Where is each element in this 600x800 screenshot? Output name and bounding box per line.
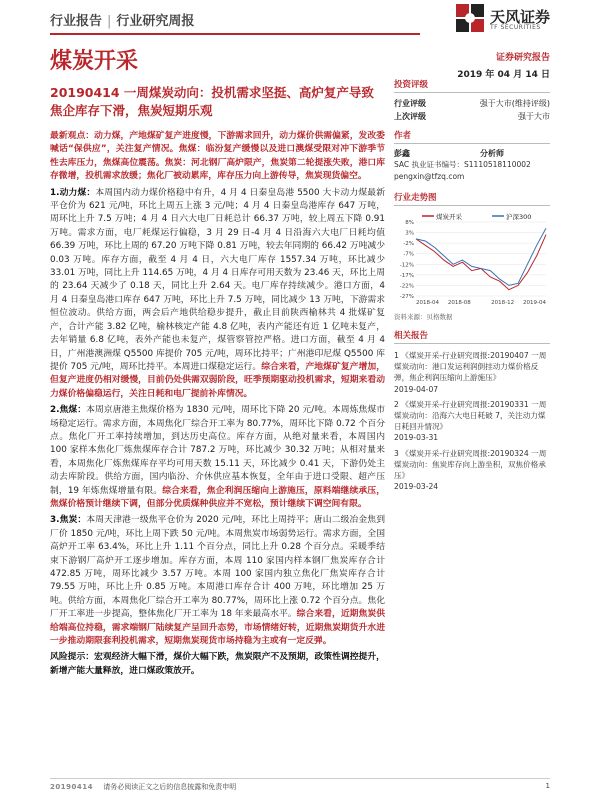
analyst-role: 分析师	[480, 149, 504, 158]
legend-hs300: 沪深300	[506, 213, 532, 221]
analyst-sac: SAC 执业证书编号：S1110518110002	[394, 160, 531, 169]
page-number: 1	[545, 782, 550, 790]
page-title: 煤炭开采	[50, 49, 139, 74]
summary-text: 动力煤，产地煤矿复产进度慢，下游需求回升，动力煤价供需偏紧，发改委喊话“保供应”，关注复产情况。焦煤：临汾复产缓慢以及进口澳煤受限对冲下游季节性去库压力，焦煤高位震荡。焦炭：河北钢厂高炉限产，焦炭第二轮提涨失败，港口库存微增，投机需求放缓；焦化厂被动累库，库存压力向上游传导，焦炭现货偏空。	[50, 131, 385, 182]
footer-rule	[50, 778, 550, 779]
trend-heading: 行业走势图	[394, 191, 550, 206]
series-line-hs300	[416, 228, 546, 285]
chart-source: 资料来源：贝格数据	[394, 313, 453, 321]
x-tick-label: 2018-12	[491, 300, 515, 306]
analyst-name-row	[394, 148, 504, 159]
rating-value: 强于大市(维持评级)	[479, 99, 550, 108]
footer-watermark: 20190414	[50, 783, 93, 791]
report-date: 2019 年 04 月 14 日	[457, 70, 550, 80]
breadcrumb	[50, 10, 194, 29]
risk-lead: 风险提示：	[50, 652, 95, 663]
coking-coal-lead: 2.焦煤：	[50, 405, 87, 416]
related-report-date: 2019-03-24	[394, 482, 439, 492]
trend-chart	[394, 210, 550, 310]
thermal-coal-paragraph	[50, 187, 385, 402]
x-tick-label: 2019-04	[523, 300, 546, 306]
logo-subtext: TF SECURITIES	[490, 24, 541, 31]
report-subtitle: 20190414 一周煤炭动向：投机需求坚挺、高炉复产导致焦企库存下滑，焦炭短期乐观	[50, 85, 374, 118]
related-report-item[interactable]	[394, 448, 550, 493]
y-tick-label: -7%	[403, 251, 414, 258]
brand-logo	[456, 4, 576, 34]
coking-coal-conclusion: 综合来看，焦企利润压缩向上游施压，原料端继续承压，焦煤价格预计继续下调，但部分优质煤种供应并不宽松，预计继续下调空间有限。	[50, 485, 385, 509]
crumb-separator: |	[107, 14, 112, 29]
related-report-title: 3 《煤炭开采-行业研究周报:20190324 一周煤炭动向：焦炭库存向上游坐积，双焦价格承压》	[394, 448, 547, 481]
report-meta	[394, 50, 550, 80]
coke-text: 本周天津港一级焦平仓价为 2020 元/吨，环比上周持平；唐山二级冶金焦到厂价 1850 元/吨，环比上周下跌 50 元/吨。本周焦炭市场弱势运行。需求方面，全国高炉开工率 63.4%，环比上升 1.11 个百分点，同比上升 0.28 个百分点。采暖季结束下游钢厂高炉开工逐步增加。库存方面，本周 110 家国内样本钢厂焦炭库存合计 472.85 万吨，周环比减少 3.57 万吨。本周 100 家国内独立焦化厂焦炭库存合计 79.55 万吨，环比上升 0.85 万吨。本周港口库存合计 400 万吨，环比增加 25 万吨。供给方面，本周焦化厂综合开工率为 80.77%，周环比上涨 0.72 个百分点。焦化厂开工率进一步提高，整体焦化厂开工率为 18 年来最高水平。	[50, 515, 386, 620]
page-footer	[50, 782, 550, 792]
x-tick-label: 2018-04	[416, 300, 439, 306]
logo-mark-icon	[456, 4, 484, 32]
sidebar	[394, 78, 550, 496]
related-report-title: 1 《煤炭开采-行业研究周报:20190407 一周煤炭动向：港口发运利润倒挂动力煤价格反弹，焦企利润压缩向上游施压》	[394, 351, 547, 383]
related-report-title: 2 《煤炭开采-行业研究周报:20190331 一周煤炭动向：沿海六大电日耗破 7，关注动力煤日耗回升情况》	[394, 399, 547, 432]
y-tick-label: -12%	[399, 262, 414, 269]
related-report-date: 2019-03-31	[394, 433, 439, 443]
related-reports	[394, 350, 550, 492]
related-report-item[interactable]	[394, 350, 550, 395]
rating-key: 上次评级	[394, 112, 426, 121]
related-heading: 相关报告	[394, 329, 550, 344]
analyst-heading: 作者	[394, 129, 550, 144]
rating-heading: 投资评级	[394, 78, 550, 93]
report-type: 证券研究报告	[495, 53, 550, 63]
y-tick-label: 3%	[405, 230, 414, 237]
summary-lead: 最新观点：	[50, 131, 95, 141]
coke-conclusion: 综合来看，近期焦炭供给端高位持稳，需求端钢厂陆续复产呈回升态势，市场情绪好转，近期焦炭期货升水进一步推动期限套利投机需求，短期焦炭现货市场持稳为主或有一定反弹。	[50, 609, 385, 647]
thermal-coal-conclusion: 综合来看，产地煤矿复产增加，但复产进度仍相对缓慢，目前仍处供需双弱阶段，旺季预期驱动投机需求，短期来看动力煤价格偏稳运行，关注日耗和电厂提前补库情况。	[50, 361, 385, 399]
rating-key: 行业评级	[394, 99, 426, 108]
analyst-block	[394, 148, 550, 183]
logo-text: 天风证券	[490, 8, 551, 26]
coking-coal-text: 本周京唐港主焦煤价格为 1830 元/吨，周环比下降 20 元/吨。本周炼焦煤市场稳定运行。需求方面，本周焦化厂综合开工率为 80.77%，周环比下降 0.72 个百分点。焦化厂开工率持续增加，到达历史高位。库存方面，从绝对量来看，本周国内 100 家样本焦化厂炼焦煤库存合计 787.2 万吨，环比减少 30.32 万吨；从相对量来看，本周焦化厂炼焦煤库存平均可用天数 15.11 天，环比减少 0.41 天，下游仍处主动去库阶段。供给方面，国内临汾、介休供应基本恢复，全年由于进口受限、超产压制，19 年炼焦煤增量有限。	[50, 405, 385, 496]
y-tick-label: 8%	[405, 220, 414, 226]
related-report-item[interactable]	[394, 399, 550, 444]
summary-paragraph	[50, 130, 385, 184]
x-tick-label: 2018-08	[447, 300, 471, 306]
thermal-coal-lead: 1.动力煤：	[50, 187, 96, 198]
header-rule	[50, 33, 420, 35]
rating-row	[394, 97, 550, 110]
crumb-report: 行业报告	[50, 14, 103, 29]
legend-coal: 煤炭开采	[436, 213, 462, 221]
related-report-date: 2019-04-07	[394, 384, 439, 394]
y-tick-label: -22%	[399, 283, 414, 290]
crumb-weekly: 行业研究周报	[116, 14, 195, 29]
coke-lead: 3.焦炭：	[50, 515, 87, 526]
risk-paragraph	[50, 651, 385, 678]
y-tick-label: -17%	[399, 272, 414, 279]
footer-disclaimer: 请务必阅读正文之后的信息披露和免责申明	[103, 783, 237, 791]
analyst-name: 彭鑫	[394, 149, 410, 158]
y-tick-label: -27%	[399, 294, 414, 300]
analyst-email[interactable]: pengxin@tfzq.com	[394, 172, 465, 181]
rating-value: 强于大市	[518, 112, 550, 121]
coking-coal-paragraph	[50, 404, 385, 511]
thermal-coal-text: 本周国内动力煤价格稳中有升，4 月 4 日秦皇岛港 5500 大卡动力煤最新平仓价为 621 元/吨，环比上周五上涨 3 元/吨；4 月 4 日秦皇岛港库存 647 万吨，周环比上升 7.5 万吨；4 月 4 日六大电厂日耗总计 66.37 万吨，较上周五下降 0.91 万吨。需求方面，电厂耗煤运行偏稳，3 月 29 日-4 月 4 日沿海六大电厂日耗均值 66.39 万吨，环比上周的 67.20 万吨下降 0.81 万吨，较去年同期的 66.42 万吨减少 0.03 万吨。库存方面，截至 4 月 4 日，六大电厂库存 1557.34 万吨，环比减少 33.01 万吨，同比上升 114.65 万吨，4 月 4 日库存可用天数为 23.46 天，环比上周的 23.64 天减少了 0.18 天，同比上升 2.64 天。电厂库存持续减少。港口方面，4 月 4 日秦皇岛港口库存 647 万吨，环比上升 7.5 万吨，同比减少 13 万吨，下游需求恒位波动。供给方面，两会后产地供给稳步提升，截止目前陕西榆林共 4 批煤矿复产，合计产能 3.82 亿吨，榆林核定产能 4.8 亿吨，表内产能还有近 1 亿吨未复产，去年销量 6.8 亿吨，表外产能也未复产，煤管察管控严格。进口方面，截至 4 月 4 日，广州港澳洲煤 Q5500 库提价 705 元/吨，周环比持平；广州港印尼煤 Q5500 库提价 705 元/吨，周环比持平。本周进口煤稳定运行。	[50, 187, 385, 372]
y-tick-label: -2%	[403, 241, 414, 248]
rating-row	[394, 110, 550, 123]
coke-paragraph	[50, 514, 385, 648]
trend-chart-svg	[394, 210, 550, 310]
risk-text: 宏观经济大幅下滑，煤价大幅下跌，焦炭限产不及预期，政策性调控提升，新增产能大量释放，进口煤政策放开。	[50, 652, 385, 676]
report-header	[0, 0, 600, 40]
report-body	[50, 130, 385, 681]
